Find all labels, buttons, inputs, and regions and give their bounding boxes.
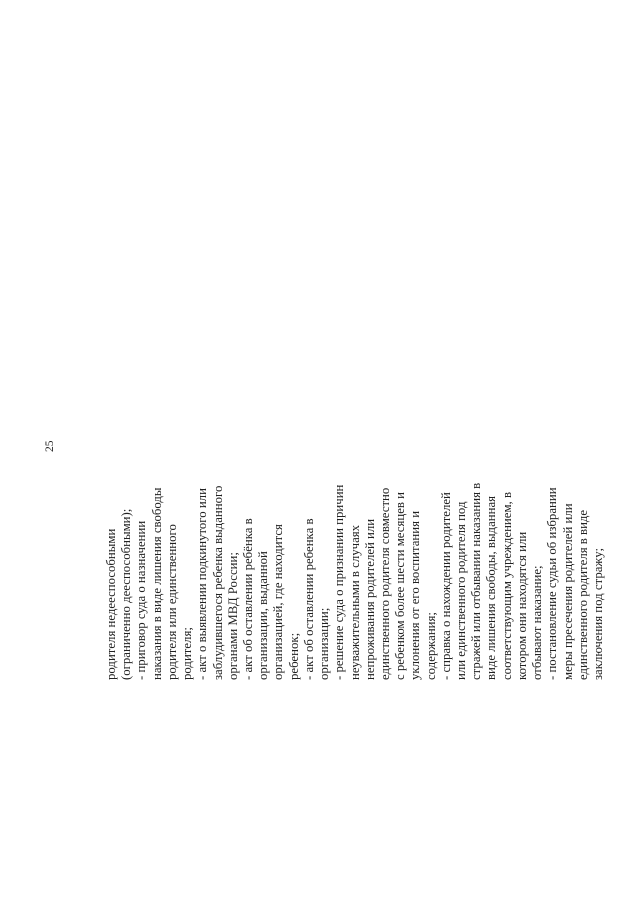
text-line: - акт об оставлении ребенка в <box>301 518 316 680</box>
text-line: заключения под стражу; <box>591 547 605 680</box>
text-line: содержания; <box>423 612 438 680</box>
text-line: соответствующим учреждением, в <box>499 492 514 680</box>
text-line: родителя или единственного <box>164 524 179 680</box>
text-line: неуважительными в случаях <box>347 524 362 680</box>
text-line: единственного родителя в виде <box>575 509 590 680</box>
text-line: организации, выданной <box>256 551 271 680</box>
text-line: непроживания родителей или <box>362 518 377 680</box>
text-line: (ограниченно дееспособными); <box>119 508 134 680</box>
text-line: стражей или отбывании наказания в <box>469 482 484 680</box>
text-line: родителя недееспособными <box>104 528 118 680</box>
text-line: - приговор суда о назначении <box>134 520 149 680</box>
text-line: родителя; <box>180 627 195 680</box>
text-line: единственного родителя совместно <box>377 487 392 680</box>
text-line: уклонения от его воспитания и <box>408 510 423 680</box>
text-line: виде лишения свободы, выданная <box>484 495 499 680</box>
rotated-document-text <box>104 280 606 680</box>
text-line: заблудившегося ребенка выданного <box>210 485 225 680</box>
text-line: с ребенком более шести месяцев и <box>393 492 408 680</box>
text-line: - решение суда о признании причин <box>332 484 347 680</box>
text-line: или единственного родителя под <box>454 501 469 680</box>
text-line: организацией, где находится <box>271 524 286 680</box>
text-line: организации; <box>317 607 332 680</box>
text-line: отбывают наказание; <box>530 565 545 680</box>
text-line: - постановление судьи об избрании <box>545 487 560 680</box>
text-line: меры пресечения родителей или <box>560 503 575 680</box>
text-line: наказания в виде лишения свободы <box>149 487 164 680</box>
page-number: 25 <box>44 440 56 452</box>
text-line: органами МВД России; <box>225 552 240 680</box>
text-line: - акт об оставлении ребёнка в <box>240 518 255 680</box>
text-line: - справка о нахождении родителей <box>438 492 453 680</box>
text-line: ребенок; <box>286 632 301 680</box>
text-line: - акт о выявлении подкинутого или <box>195 488 210 680</box>
text-line: котором они находятся или <box>514 531 529 680</box>
